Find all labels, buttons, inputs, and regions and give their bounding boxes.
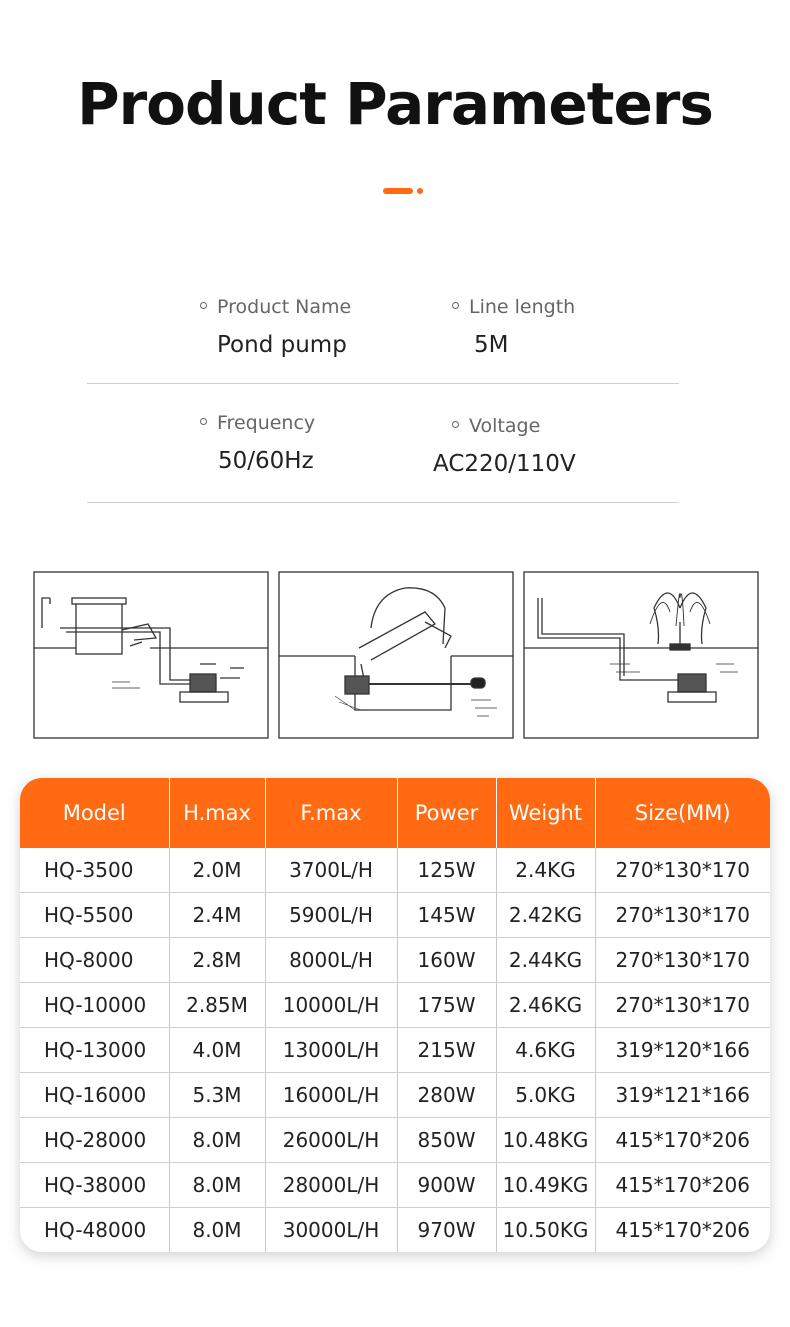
- bullet-icon: [452, 421, 459, 428]
- cell-weight: 10.50KG: [496, 1208, 595, 1253]
- spec-table: [20, 778, 770, 1252]
- table-row: [20, 1163, 770, 1208]
- cell-weight: 2.44KG: [496, 938, 595, 983]
- cell-weight: 10.48KG: [496, 1118, 595, 1163]
- cell-power: 125W: [397, 848, 496, 893]
- param-value: AC220/110V: [433, 451, 576, 477]
- param-value: Pond pump: [217, 332, 347, 358]
- header-model: Model: [20, 778, 169, 848]
- bullet-icon: [452, 302, 459, 309]
- cell-size: 270*130*170: [595, 848, 770, 893]
- cell-model: HQ-10000: [20, 983, 169, 1028]
- cell-fmax: 30000L/H: [265, 1208, 397, 1253]
- cell-hmax: 8.0M: [169, 1163, 265, 1208]
- cell-model: HQ-48000: [20, 1208, 169, 1253]
- table-row: [20, 938, 770, 983]
- cell-model: HQ-16000: [20, 1073, 169, 1118]
- installation-diagrams: [30, 568, 760, 742]
- cell-fmax: 3700L/H: [265, 848, 397, 893]
- cell-power: 145W: [397, 893, 496, 938]
- cell-power: 280W: [397, 1073, 496, 1118]
- diagram-rock-waterfall: [279, 572, 513, 738]
- param-label: Line length: [469, 296, 576, 318]
- cell-size: 415*170*206: [615, 1218, 751, 1242]
- param-voltage: [433, 415, 576, 477]
- cell-hmax: 8.0M: [169, 1208, 265, 1253]
- cell-hmax: 8.0M: [169, 1118, 265, 1163]
- cell-size: 270*130*170: [595, 938, 770, 983]
- param-label: Product Name: [217, 296, 352, 318]
- param-value: 5M: [474, 332, 509, 358]
- table-row: [20, 1208, 770, 1253]
- page-title: Product Parameters: [77, 70, 713, 138]
- table-row: [20, 848, 770, 893]
- cell-model: HQ-8000: [20, 938, 169, 983]
- header-weight: Weight: [496, 778, 595, 848]
- diagram-waterfall-filter: [34, 572, 268, 738]
- cell-power: 160W: [397, 938, 496, 983]
- bullet-icon: [200, 418, 207, 425]
- param-product-name: [200, 296, 351, 358]
- cell-model: HQ-5500: [20, 893, 169, 938]
- title-accent-bar: [383, 188, 413, 194]
- cell-model: HQ-13000: [20, 1028, 169, 1073]
- cell-size: 415*170*206: [595, 1118, 770, 1163]
- cell-size: 319*120*166: [595, 1028, 770, 1073]
- cell-hmax: 2.85M: [169, 983, 265, 1028]
- cell-hmax: 5.3M: [169, 1073, 265, 1118]
- cell-fmax: 16000L/H: [265, 1073, 397, 1118]
- table-body: [20, 848, 770, 1252]
- divider: [87, 502, 679, 503]
- table-row: [20, 1028, 770, 1073]
- table-row: [20, 893, 770, 938]
- cell-weight: 2.42KG: [496, 893, 595, 938]
- table-header-row: [20, 778, 770, 848]
- cell-hmax: 2.4M: [169, 893, 265, 938]
- cell-weight: 2.4KG: [496, 848, 595, 893]
- table-row: [20, 983, 770, 1028]
- param-label: Frequency: [217, 412, 316, 434]
- cell-fmax: 26000L/H: [265, 1118, 397, 1163]
- cell-power: 900W: [397, 1163, 496, 1208]
- cell-fmax: 8000L/H: [265, 938, 397, 983]
- cell-weight: 4.6KG: [496, 1028, 595, 1073]
- cell-power: 175W: [397, 983, 496, 1028]
- cell-power: 850W: [397, 1118, 496, 1163]
- cell-model: HQ-3500: [20, 848, 169, 893]
- cell-fmax: 13000L/H: [265, 1028, 397, 1073]
- cell-weight: 5.0KG: [496, 1073, 595, 1118]
- header-power: Power: [397, 778, 496, 848]
- cell-fmax: 28000L/H: [265, 1163, 397, 1208]
- cell-model: HQ-38000: [20, 1163, 169, 1208]
- table-row: [20, 1118, 770, 1163]
- header-fmax: F.max: [265, 778, 397, 848]
- cell-hmax: 2.8M: [169, 938, 265, 983]
- title-accent-dot: [417, 188, 423, 194]
- bullet-icon: [200, 302, 207, 309]
- cell-fmax: 10000L/H: [265, 983, 397, 1028]
- cell-hmax: 2.0M: [169, 848, 265, 893]
- cell-power: 970W: [397, 1208, 496, 1253]
- cell-weight: 2.46KG: [496, 983, 595, 1028]
- param-label: Voltage: [469, 415, 541, 437]
- divider: [87, 383, 679, 384]
- cell-model: HQ-28000: [20, 1118, 169, 1163]
- cell-size: 319*121*166: [595, 1073, 770, 1118]
- diagram-fountain: [524, 572, 758, 738]
- param-value: 50/60Hz: [218, 448, 314, 474]
- header-hmax: H.max: [169, 778, 265, 848]
- param-line-length: [452, 296, 575, 358]
- table-row: [20, 1073, 770, 1118]
- cell-weight: 10.49KG: [496, 1163, 595, 1208]
- cell-power: 215W: [397, 1028, 496, 1073]
- param-frequency: [200, 412, 315, 474]
- cell-size: 270*130*170: [595, 893, 770, 938]
- cell-hmax: 4.0M: [169, 1028, 265, 1073]
- cell-size: 270*130*170: [595, 983, 770, 1028]
- cell-fmax: 5900L/H: [265, 893, 397, 938]
- cell-size: 415*170*206: [595, 1163, 770, 1208]
- header-size: Size(MM): [595, 778, 770, 848]
